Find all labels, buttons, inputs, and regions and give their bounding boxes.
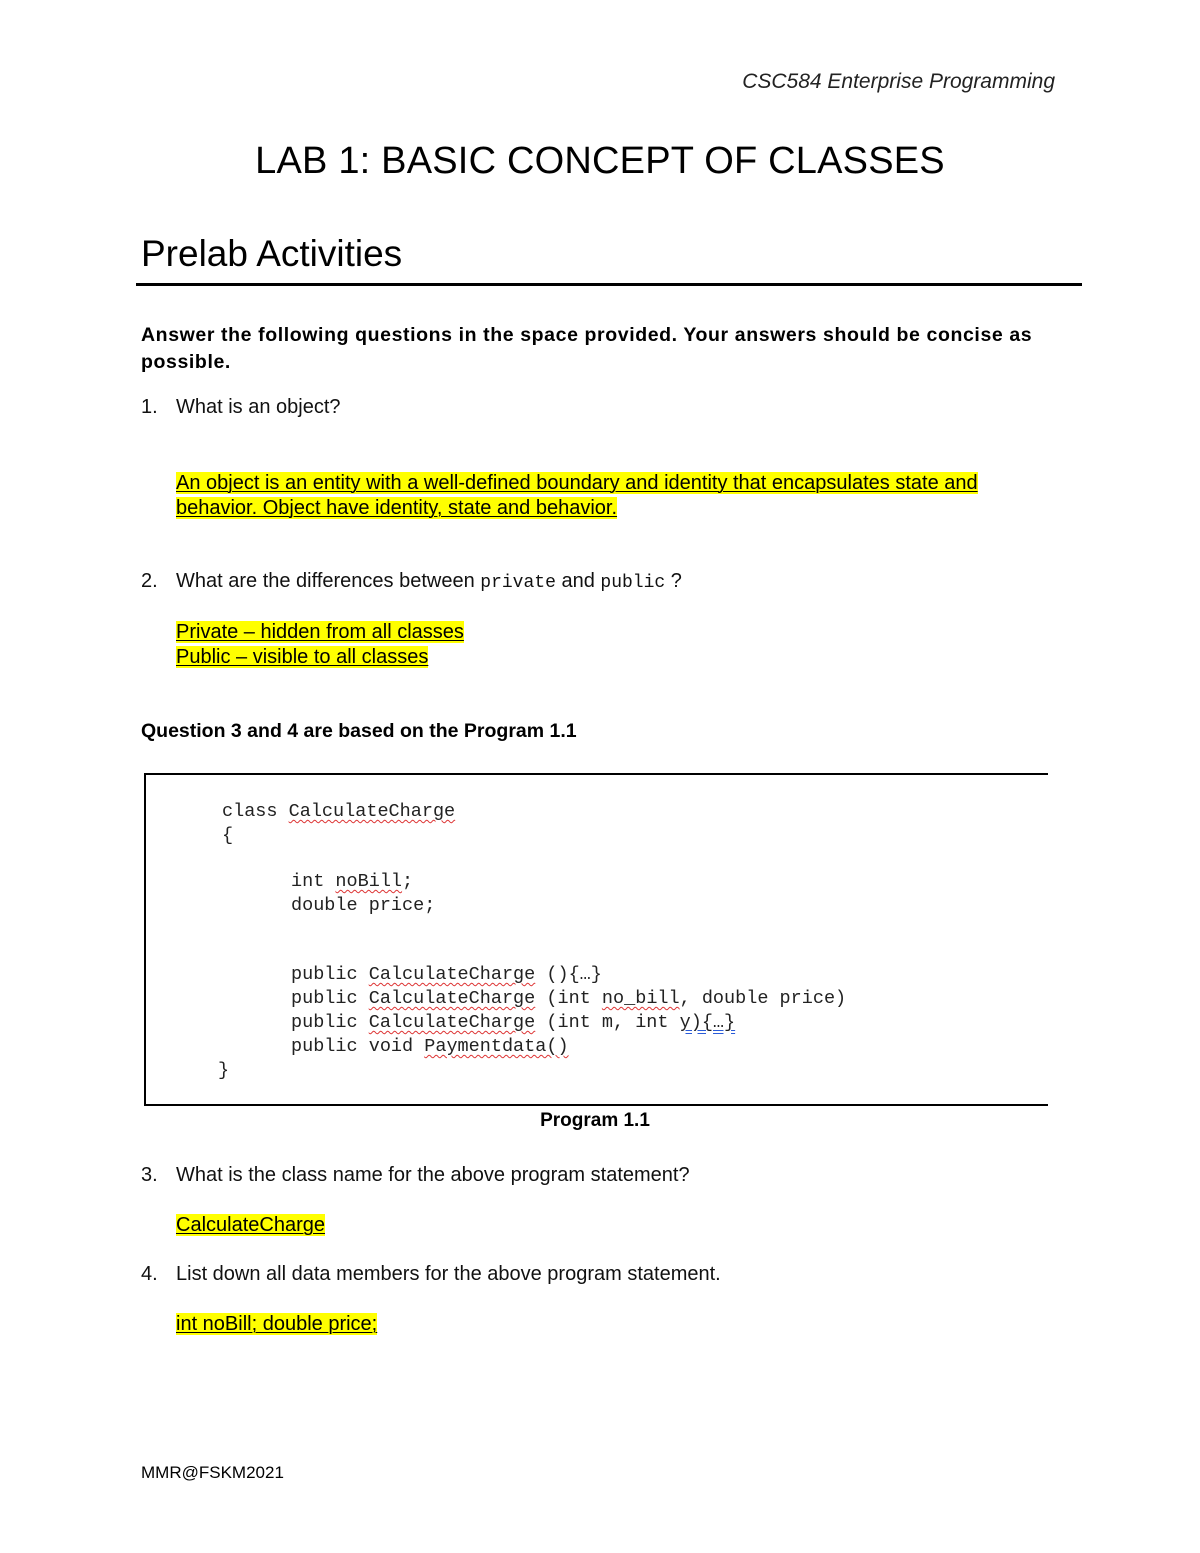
footer: MMR@FSKM2021: [141, 1463, 284, 1482]
question-3: [141, 1164, 690, 1187]
code-line: }: [218, 1060, 230, 1081]
answer-line: CalculateCharge: [176, 1214, 325, 1236]
question-text: What is an object?: [176, 396, 341, 418]
question-text: What is the class name for the above program statement?: [176, 1164, 690, 1186]
answer-line: int noBill; double price;: [176, 1313, 378, 1335]
program-listing: [144, 773, 1048, 1106]
question-2: [141, 570, 682, 593]
code-line: public CalculateCharge (int no_bill, double price): [291, 988, 847, 1009]
answer-line: Private – hidden from all classes: [176, 621, 464, 643]
code-line: public CalculateCharge (){…}: [291, 964, 602, 985]
question-text-end: ?: [670, 570, 682, 592]
question-text-start: What are the differences between: [176, 570, 475, 592]
code-line: public void Paymentdata(): [291, 1036, 569, 1057]
code-line: double price;: [291, 895, 436, 916]
instructions: Answer the following questions in the space provided. Your answers should be concise as possible.: [141, 324, 1033, 373]
code-line: int noBill;: [291, 871, 414, 892]
section-divider: [136, 283, 1082, 286]
section-title: Prelab Activities: [141, 233, 403, 274]
course-header: CSC584 Enterprise Programming: [742, 70, 1055, 93]
answer-line: An object is an entity with a well-defined boundary and identity that encapsulates state and: [176, 472, 978, 494]
question-text: List down all data members for the above program statement.: [176, 1263, 721, 1285]
question-1: [141, 396, 341, 419]
question-text-mid: and: [561, 570, 595, 592]
question-4: [141, 1263, 721, 1286]
answer-4: [176, 1312, 377, 1337]
answer-3: [176, 1213, 325, 1238]
lab-title: LAB 1: BASIC CONCEPT OF CLASSES: [255, 140, 945, 182]
answer-2: [176, 620, 464, 670]
code-line: public CalculateCharge (int m, int y){…}: [291, 1012, 736, 1033]
program-intro: Question 3 and 4 are based on the Program 1.1: [141, 720, 577, 742]
code-line: {: [222, 825, 234, 846]
answer-line: Public – visible to all classes: [176, 646, 429, 668]
code-keyword-public: public: [600, 573, 666, 593]
question-number: 2.: [141, 570, 158, 592]
question-number: 3.: [141, 1164, 158, 1186]
code-line: class CalculateCharge: [222, 801, 456, 822]
program-caption: Program 1.1: [540, 1110, 650, 1131]
question-number: 4.: [141, 1263, 158, 1285]
question-number: 1.: [141, 396, 158, 418]
answer-line: behavior. Object have identity, state and behavior.: [176, 497, 618, 519]
code-keyword-private: private: [480, 573, 556, 593]
answer-1: [176, 471, 978, 521]
class-name: CalculateCharge: [288, 801, 456, 822]
